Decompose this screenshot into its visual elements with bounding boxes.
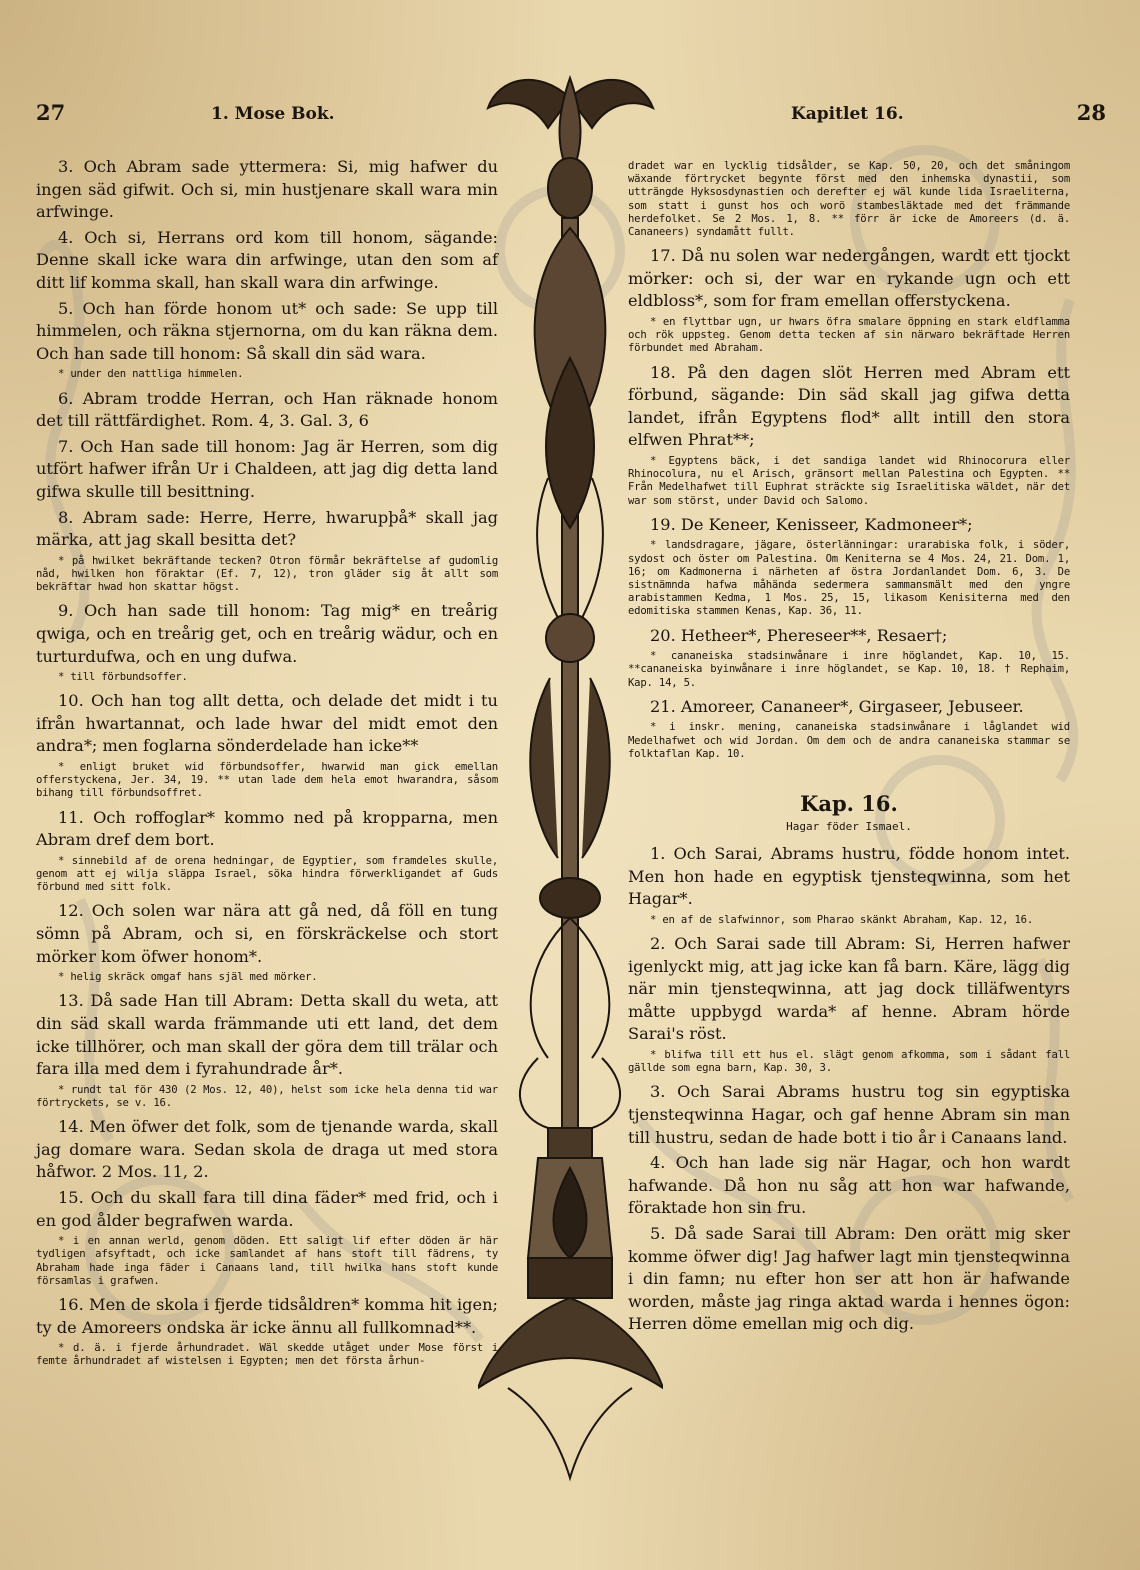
footnote-text: * helig skräck omgaf hans själ med mörker.	[58, 971, 318, 984]
verse-text: 13. Då sade Han till Abram: Detta skall du weta, att din säd skall warda främmande uti ett land, det dem icke tillhörer, och man skall der göra dem till trälar och fara illa med dem i fyrahundrade år*.	[36, 991, 498, 1079]
left-text-column	[36, 156, 498, 1375]
verse-text: 8. Abram sade: Herre, Herre, hwarupþå* skall jag märka, att jag skall besitta det?	[36, 507, 498, 550]
verse-text: 2. Och Sarai sade till Abram: Si, Herren hafwer igenlyckt mig, att jag icke kan få barn. Käre, lägg dig när min tjensteqwinna, att jag dock tilläfwentyrs måtte uppbygd warda* af henne. Abram hörde Sarai's röst.	[628, 934, 1070, 1044]
footnote-text: * d. ä. i fjerde århundradet. Wäl skedde utåget under Mose först i femte århundradet af wistelsen i Egypten; men det första århun-	[36, 1342, 498, 1368]
footnote-text: * Egyptens bäck, i det sandiga landet wid Rhinocorura eller Rhinocolura, nu el Arisch, gränsort mellan Palestina och Egypten. ** Från Medelhafwet till Euphrat sträckte sig Israelitiska wäldet, när det war som störst, under David och Salomo.	[628, 454, 1070, 507]
verse-text: 16. Men de skola i fjerde tidsåldren* komma hit igen; ty de Amoreers ondska är icke ännu all fullkomnad**.	[36, 1295, 498, 1337]
left-running-title: 1. Mose Bok.	[211, 104, 335, 124]
verse-text: 4. Och han lade sig när Hagar, och hon wardt hafwande. Då hon nu såg att hon war hafwande, föraktade hon sin fru.	[628, 1153, 1070, 1218]
footnote-text: * enligt bruket wid förbundsoffer, hwarwid man gick emellan offerstyckena, Jer. 34, 19. ** utan lade dem hela emot hwarandra, såsom bihang till förbundsoffret.	[36, 761, 498, 800]
verse-text: 12. Och solen war nära att gå ned, då föll en tung sömn på Abram, och si, en förskräckelse och stort mörker kom öfwer honom*.	[36, 901, 498, 966]
verse-text: 10. Och han tog allt detta, och delade det midt i tu ifrån hwartannat, och lade hwar del midt emot den andra*; men foglarna sönderdelade han icke**	[36, 691, 498, 756]
footnote-text: * landsdragare, jägare, österlänningar: urarabiska folk, i söder, sydost och öster om Palestina. Om Keniterna se 4 Mos. 24, 21. Dom. 1, 16; om Kadmonerna i närheten af östra Jordanlandet Dom. 6, 3. De sistnämnda hafwa måhända sedermera sammansmält med den yngre arabistammen Kedma, 1 Mos. 25, 15, likasom Kenisiterna med den edomitiska stammen Kenas, Kap. 36, 11.	[628, 539, 1070, 618]
verse-text: 5. Och han förde honom ut* och sade: Se upp till himmelen, och räkna stjernorna, om du kan räkna dem. Och han sade till honom: Så skall din säd wara.	[36, 298, 498, 363]
verse-text: 17. Då nu solen war nedergången, wardt ett tjockt mörker: och si, der war en rykande ugn och ett eldbloss*, som for fram emellan offerstyckena.	[628, 246, 1070, 311]
verse-text: 4. Och si, Herrans ord kom till honom, sägande: Denne skall icke wara din arfwinge, utan den som af ditt lif komma skall, han skall wara din arfwinge.	[36, 227, 498, 292]
footnote-text: * en flyttbar ugn, ur hwars öfra smalare öppning en stark eldflamma och rök uppsteg. Genom detta tecken af sin närwaro bekräftade Herren förbundet med Abraham.	[628, 316, 1070, 355]
verse-text: 15. Och du skall fara till dina fäder* med frid, och i en god ålder begrafwen warda.	[36, 1188, 498, 1230]
verse-text: 7. Och Han sade till honom: Jag är Herren, som dig utfört hafwer ifrån Ur i Chaldeen, att jag dig detta land gifwa skulle till besittning.	[36, 436, 498, 501]
footnote-text: * cananeiska stadsinwånare i inre höglandet, Kap. 10, 15. **cananeiska byinwånare i inre höglandet, se Kap. 10, 18. † Rephaim, Kap. 14, 5.	[628, 650, 1070, 689]
chapter-heading: Kap. 16.	[800, 791, 898, 817]
verse-text: 20. Hetheer*, Phereseer**, Resaer†;	[650, 625, 948, 645]
verse-text: 11. Och roffoglar* kommo ned på kropparna, men Abram dref dem bort.	[36, 807, 498, 850]
left-page-number: 27	[36, 100, 66, 125]
footnote-text: * en af de slafwinnor, som Pharao skänkt Abraham, Kap. 12, 16.	[650, 913, 1034, 926]
footnote-text: * rundt tal för 430 (2 Mos. 12, 40), helst som icke hela denna tid war förtryckets, se v. 16.	[36, 1083, 498, 1110]
verse-text: 19. De Keneer, Kenisseer, Kadmoneer*;	[650, 514, 973, 534]
verse-text: 3. Och Abram sade yttermera: Si, mig hafwer du ingen säd gifwit. Och si, min hustjenare skall wara min arfwinge.	[36, 157, 498, 222]
verse-text: 5. Då sade Sarai till Abram: Den orätt mig sker komme öfwer dig! Jag hafwer lagt min tjensteqwinna i din famn; nu efter hon ser att hon är hafwande worden, måste jag ringa aktad warda i hennes ögon: Herren döme emellan mig och dig.	[628, 1223, 1070, 1334]
verse-text: 18. På den dagen slöt Herren med Abram ett förbund, sägande: Din säd skall jag gifwa detta landet, ifrån Egyptens flod* allt intill den stora elfwen Phrat**;	[628, 362, 1070, 450]
right-running-title: Kapitlet 16.	[791, 104, 904, 124]
footnote-text: * i inskr. mening, cananeiska stadsinwånare i låglandet wid Medelhafwet och wid Jordan. Om dem och de andra cananeiska stammar se folktaflan Kap. 10.	[628, 721, 1070, 760]
footnote-text: * till förbundsoffer.	[58, 671, 188, 684]
right-page-number: 28	[1076, 100, 1106, 125]
verse-text: 21. Amoreer, Cananeer*, Girgaseer, Jebuseer.	[650, 696, 1024, 716]
verse-text: 3. Och Sarai Abrams hustru tog sin egyptiska tjensteqwinna Hagar, och gaf henne Abram sin man till hustru, sedan de hade bott i tio år i Canaans land.	[628, 1082, 1070, 1147]
footnote-text: * på hwilket bekräftande tecken? Otron förmår bekräftelse af gudomlig nåd, hwilken hon föraktar (Ef. 7, 12), tron gläder sig åt allt som bekräftar hwad hon skattar högst.	[36, 554, 498, 594]
footnote-text: * under den nattliga himmelen.	[58, 368, 244, 381]
chapter-summary: Hagar föder Ismael.	[786, 820, 912, 834]
footnote-text: * blifwa till ett hus el. slägt genom afkomma, som i sådant fall gällde som egna barn, Kap. 30, 3.	[628, 1048, 1070, 1075]
footnote-text: * sinnebild af de orena hedningar, de Egyptier, som framdeles skulle, genom att ej wilja släppa Israel, söka hindra förwerkligandet af Guds förbund med sitt folk.	[36, 854, 498, 894]
verse-text: 1. Och Sarai, Abrams hustru, födde honom intet. Men hon hade en egyptisk tjensteqwinna, som het Hagar*.	[628, 844, 1070, 909]
verse-text: 6. Abram trodde Herran, och Han räknade honom det till rättfärdighet. Rom. 4, 3. Gal. 3, 6	[36, 388, 498, 431]
right-text-column	[628, 160, 1070, 1339]
footnote-text: * i en annan werld, genom döden. Ett saligt lif efter döden är här tydligen afsyftadt, och icke samlandet af hans stoft till fädrens, ty Abraham hade inga fäder i Canaans land, till hwilka hans stoft kunde församlas i grafwen.	[36, 1235, 498, 1287]
verse-text: 9. Och han sade till honom: Tag mig* en treårig qwiga, och en treårig get, och en treårig wädur, och en turturdufwa, och en ung dufwa.	[36, 601, 498, 666]
verse-text: 14. Men öfwer det folk, som de tjenande warda, skall jag domare wara. Sedan skola de draga ut med stora håfwor. 2 Mos. 11, 2.	[36, 1117, 498, 1182]
footnote-continuation: dradet war en lycklig tidsålder, se Kap. 50, 20, och det småningom wäxande förtrycket begynte först med den inhemska dynastii, som utträngde Hyksosdynastien och derefter ej wäl kunde lida Israeliterna, som statt i gunst hos och worö stambesläktade med det främmande herdefolket. Se 2 Mos. 1, 8. ** förr är icke de Amoreers (d. ä. Cananeers) syndamått fullt.	[628, 160, 1070, 239]
